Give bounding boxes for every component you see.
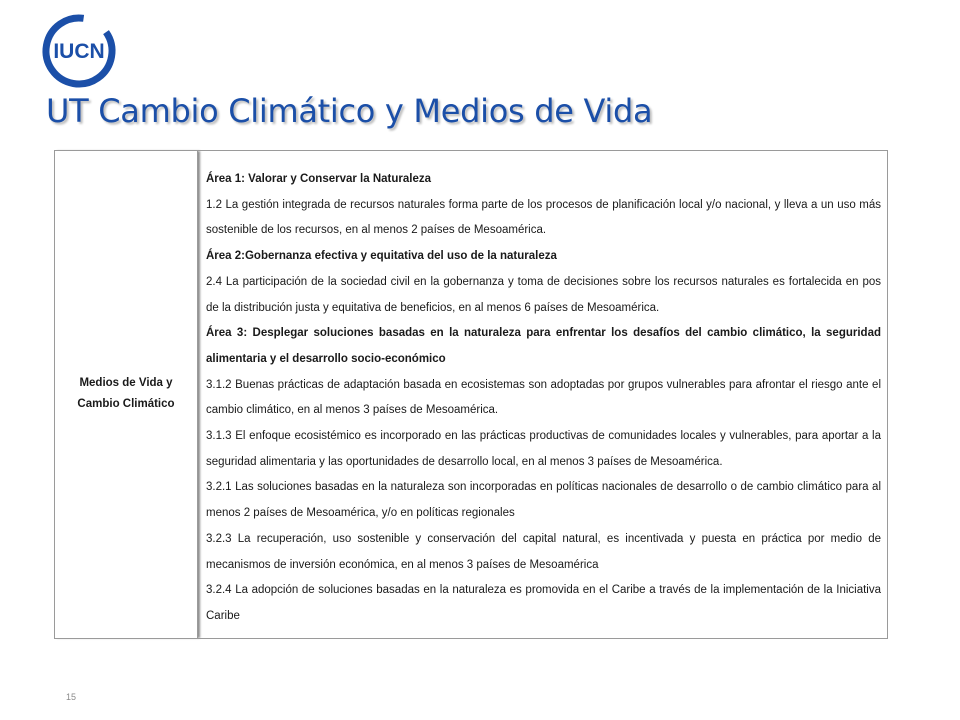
table-row xyxy=(55,151,888,639)
iucn-logo xyxy=(40,12,118,90)
iucn-logo-graphic xyxy=(40,12,118,90)
result-item: 3.1.2 Buenas prácticas de adaptación basada en ecosistemas son adoptadas por grupos vulnerables para afrontar el riesgo ante el cambio climático, en al menos 3 países de Mesoamérica. xyxy=(206,378,881,417)
area-heading: Área 2:Gobernanza efectiva y equitativa del uso de la naturaleza xyxy=(206,250,557,263)
page-number: 15 xyxy=(66,692,77,702)
results-cell xyxy=(198,151,888,639)
result-item: 3.2.4 La adopción de soluciones basadas en la naturaleza es promovida en el Caribe a través de la implementación de la Iniciativa Caribe xyxy=(206,584,881,622)
results-table xyxy=(54,150,888,639)
result-item: 1.2 La gestión integrada de recursos naturales forma parte de los procesos de planificación local y/o nacional, y lleva a un uso más sostenible de los recursos, en al menos 2 países de Mesoamérica. xyxy=(206,198,881,237)
area-heading: Área 3: Desplegar soluciones basadas en la naturaleza para enfrentar los desafíos del cambio climático, la seguridad alimentaria y el desarrollo socio-económico xyxy=(206,327,881,365)
area-heading: Área 1: Valorar y Conservar la Naturaleza xyxy=(206,173,432,185)
iucn-logo-text: IUCN xyxy=(53,40,105,63)
result-item: 3.2.1 Las soluciones basadas en la naturaleza son incorporadas en políticas nacionales de desarrollo o de cambio climático para al menos 2 países de Mesoamérica, y/o en políticas regionales xyxy=(206,481,881,520)
page-title: UT Cambio Climático y Medios de Vida xyxy=(46,92,653,130)
row-header: Medios de Vida y Cambio Climático xyxy=(55,151,198,639)
result-item: 2.4 La participación de la sociedad civil en la gobernanza y toma de decisiones sobre los recursos naturales es fortalecida en pos de la distribución justa y equitativa de beneficios, en al menos 6 países de Mesoamérica. xyxy=(206,275,881,314)
result-item: 3.1.3 El enfoque ecosistémico es incorporado en las prácticas productivas de comunidades locales y vulnerables, para aportar a la seguridad alimentaria y las oportunidades de desarrollo local, en al menos 3 países de Mesoamérica. xyxy=(206,430,881,468)
result-item: 3.2.3 La recuperación, uso sostenible y conservación del capital natural, es incentivada y puesta en práctica por medio de mecanismos de inversión económica, en al menos 3 países de Mesoamérica xyxy=(206,532,881,571)
